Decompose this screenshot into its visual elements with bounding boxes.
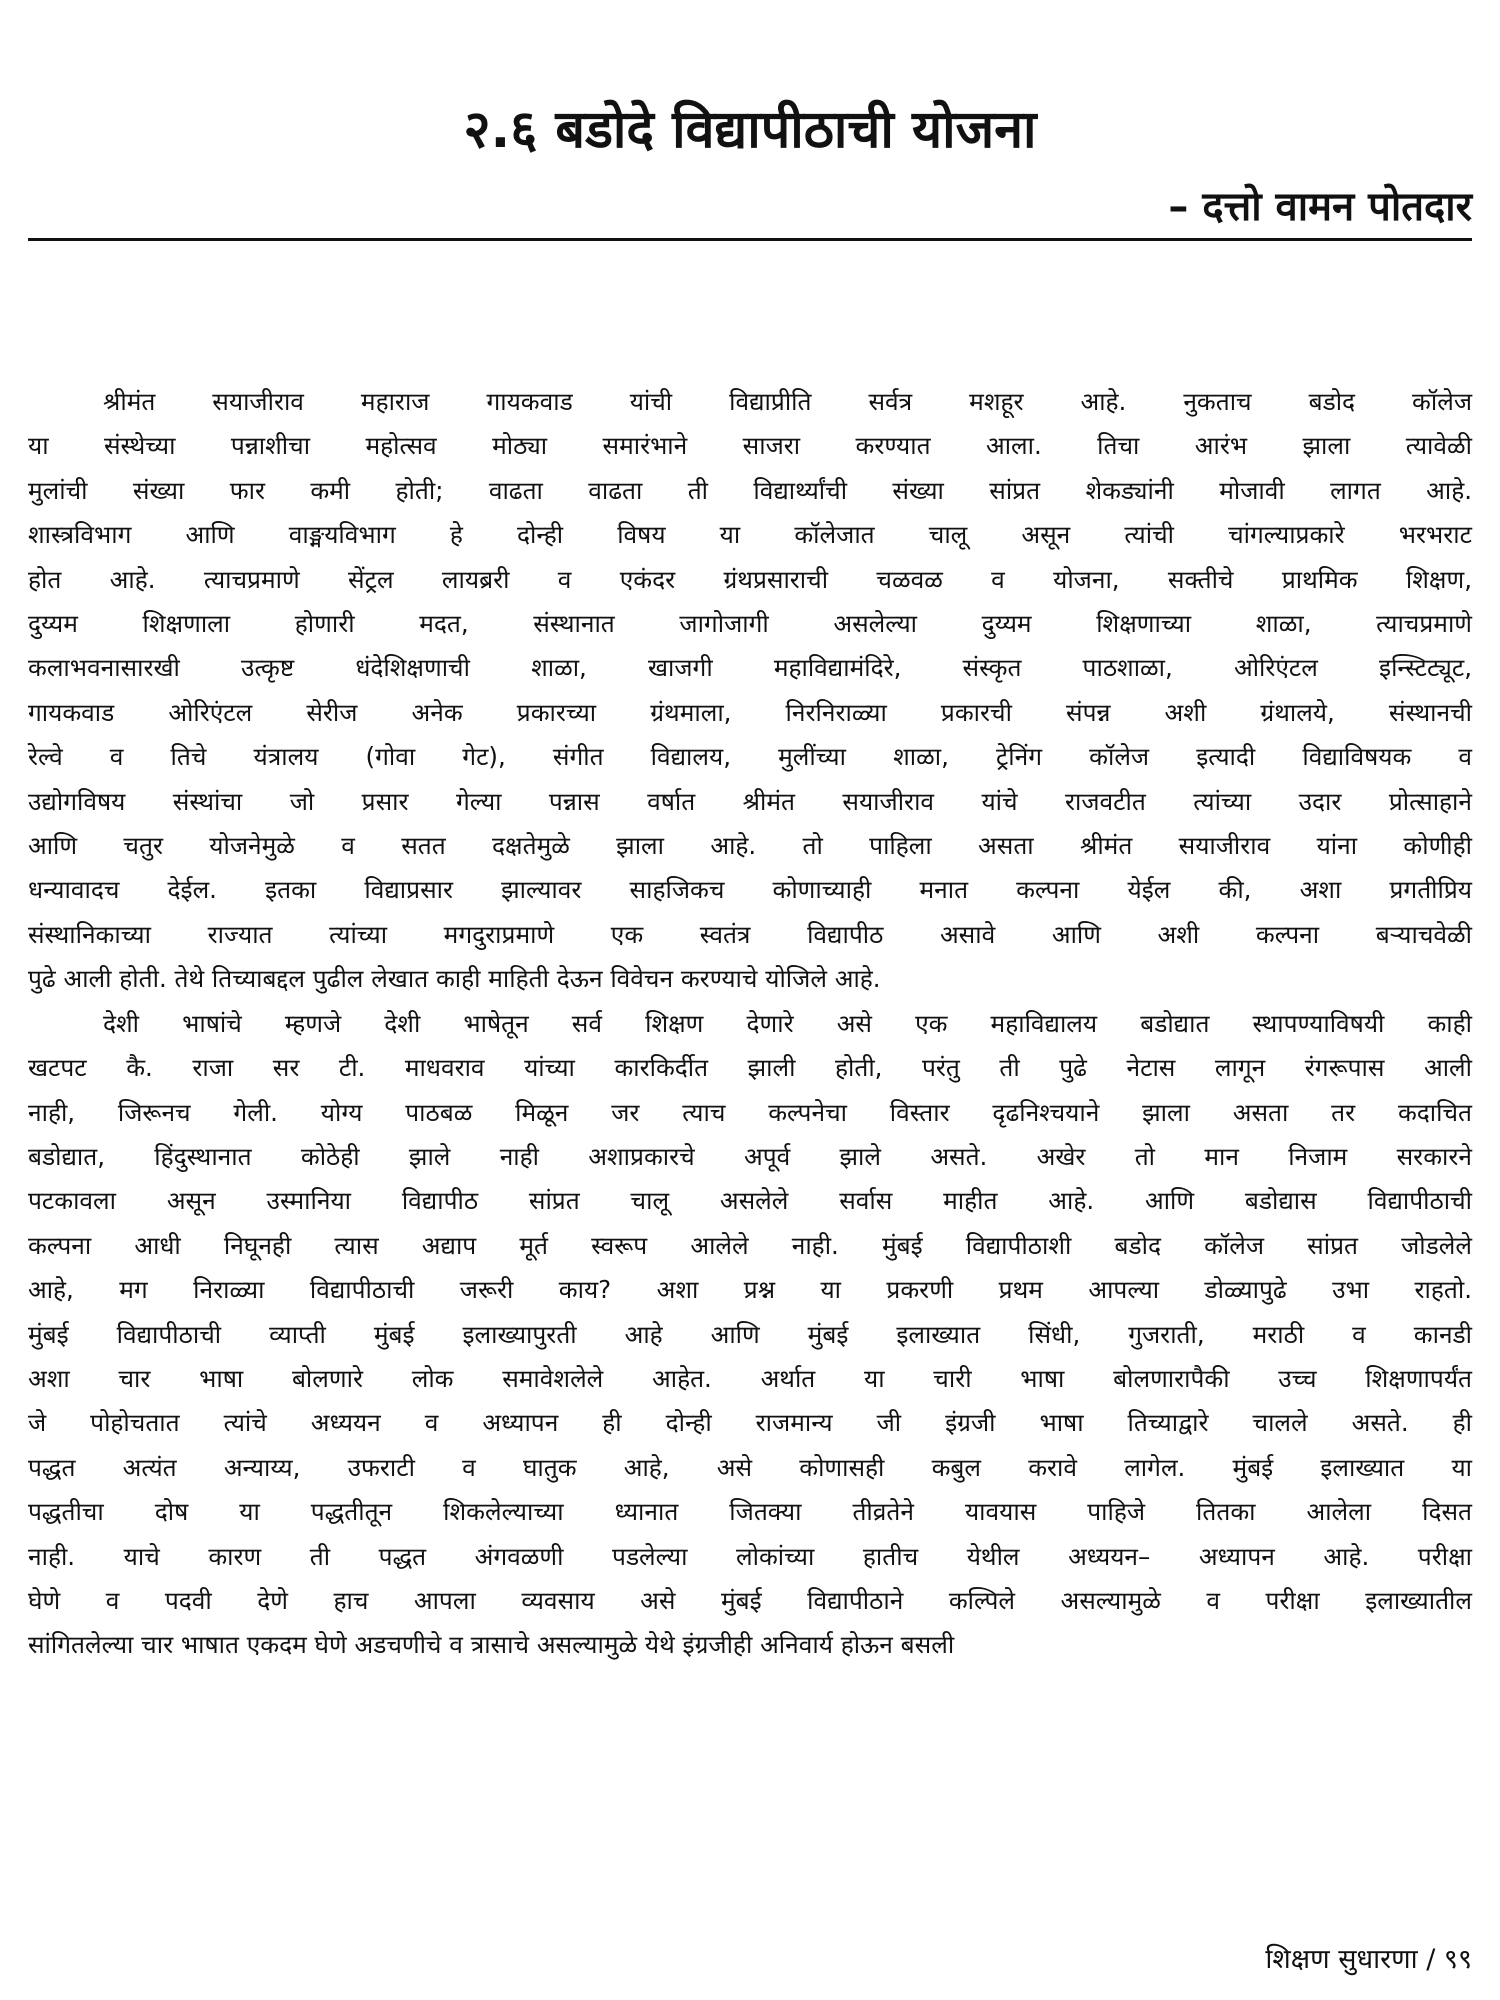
- text-line: श्रीमंत सयाजीराव महाराज गायकवाड यांची विद्याप्रीति सर्वत्र मशहूर आहे. नुकताच बडोद कॉलेज: [103, 387, 1472, 416]
- text-line: घेणे व पदवी देणे हाच आपला व्यवसाय असे मुंबई विद्यापीठाने कल्पिले असल्यामुळे व परीक्षा इलाख्यातील: [28, 1585, 1472, 1615]
- text-line: धन्यावादच देईल. इतका विद्याप्रसार झाल्यावर साहजिकच कोणाच्याही मनात कल्पना येईल की, अशा प्रगतीप्रिय: [28, 875, 1472, 905]
- text-line: कलाभवनासारखी उत्कृष्ट धंदेशिक्षणाची शाळा, खाजगी महाविद्यामंदिरे, संस्कृत पाठशाळा, ओरिएंटल इन्स्टिट्यूट,: [28, 653, 1472, 683]
- text-line: सांगितलेल्या चार भाषात एकदम घेणे अडचणीचे व त्रासाचे असल्यामुळे येथे इंग्रजीही अनिवार्य होऊन बसली: [28, 1630, 955, 1660]
- text-line: देशी भाषांचे म्हणजे देशी भाषेतून सर्व शिक्षण देणारे असे एक महाविद्यालय बडोद्यात स्थापण्याविषयी काही: [103, 1008, 1472, 1038]
- text-line: जे पोहोचतात त्यांचे अध्ययन व अध्यापन ही दोन्ही राजमान्य जी इंग्रजी भाषा तिच्याद्वारे चालले असते. ही: [28, 1408, 1472, 1438]
- text-line: होत आहे. त्याचप्रमाणे सेंट्रल लायब्ररी व एकंदर ग्रंथप्रसाराची चळवळ व योजना, सक्तीचे प्राथमिक शिक्षण,: [28, 564, 1472, 594]
- paragraph-1: [28, 380, 1472, 1002]
- author-name: – दत्तो वामन पोतदार: [1168, 184, 1472, 230]
- text-line: रेल्वे व तिचे यंत्रालय (गोवा गेट), संगीत विद्यालय, मुलींच्या शाळा, ट्रेनिंग कॉलेज इत्यादी विद्याविषयक व: [28, 742, 1472, 772]
- text-line: पद्धतीचा दोष या पद्धतीतून शिकलेल्याच्या ध्यानात जितक्या तीव्रतेने यावयास पाहिजे तितका आलेला दिसत: [28, 1497, 1472, 1527]
- text-line: नाही, जिरूनच गेली. योग्य पाठबळ मिळून जर त्याच कल्पनेचा विस्तार दृढनिश्चयाने झाला असता तर कदाचित: [28, 1097, 1472, 1127]
- text-line: दुय्यम शिक्षणाला होणारी मदत, संस्थानात जागोजागी असलेल्या दुय्यम शिक्षणाच्या शाळा, त्याचप्रमाणे: [28, 609, 1472, 639]
- text-line: खटपट कै. राजा सर टी. माधवराव यांच्या कारकिर्दीत झाली होती, परंतु ती पुढे नेटास लागून रंगरूपास आली: [28, 1053, 1472, 1083]
- article-body: [28, 380, 1472, 1668]
- text-line: मुलांची संख्या फार कमी होती; वाढता वाढता ती विद्यार्थ्यांची संख्या सांप्रत शेकड्यांनी मोजावी लागत आहे.: [28, 475, 1472, 505]
- text-line: अशा चार भाषा बोलणारे लोक समावेशलेले आहेत. अर्थात या चारी भाषा बोलणारापैकी उच्च शिक्षणापर्यंत: [28, 1363, 1472, 1393]
- text-line: शास्त्रविभाग आणि वाङ्मयविभाग हे दोन्ही विषय या कॉलेजात चालू असून त्यांची चांगल्याप्रकारे भरभराट: [28, 520, 1472, 550]
- text-line: उद्योगविषय संस्थांचा जो प्रसार गेल्या पन्नास वर्षात श्रीमंत सयाजीराव यांचे राजवटीत त्यांच्या उदार प्रोत्साहाने: [28, 786, 1472, 816]
- text-line: गायकवाड ओरिएंटल सेरीज अनेक प्रकारच्या ग्रंथमाला, निरनिराळ्या प्रकारची संपन्न अशी ग्रंथालये, संस्थानची: [28, 697, 1472, 727]
- text-line: मुंबई विद्यापीठाची व्याप्ती मुंबई इलाख्यापुरती आहे आणि मुंबई इलाख्यात सिंधी, गुजराती, मराठी व कानडी: [28, 1319, 1472, 1349]
- text-line: पद्धत अत्यंत अन्याय्य, उफराटी व घातुक आहे, असे कोणासही कबुल करावे लागेल. मुंबई इलाख्यात या: [28, 1452, 1472, 1482]
- title-divider: [28, 238, 1472, 241]
- text-line: आहे, मग निराळ्या विद्यापीठाची जरूरी काय? अशा प्रश्न या प्रकरणी प्रथम आपल्या डोळ्यापुढे उभा राहतो.: [28, 1275, 1472, 1305]
- text-line: संस्थानिकाच्या राज्यात त्यांच्या मगदुराप्रमाणे एक स्वतंत्र विद्यापीठ असावे आणि अशी कल्पना बऱ्याचवेळी: [28, 919, 1472, 949]
- text-line: आणि चतुर योजनेमुळे व सतत दक्षतेमुळे झाला आहे. तो पाहिला असता श्रीमंत सयाजीराव यांना कोणीही: [28, 831, 1472, 861]
- text-line: बडोद्यात, हिंदुस्थानात कोठेही झाले नाही अशाप्रकारचे अपूर्व झाले असते. अखेर तो मान निजाम सरकारने: [28, 1141, 1472, 1171]
- text-line: कल्पना आधी निघूनही त्यास अद्याप मूर्त स्वरूप आलेले नाही. मुंबई विद्यापीठाशी बडोद कॉलेज सांप्रत जोडलेले: [28, 1230, 1472, 1260]
- page-title: २.६ बडोदे विद्यापीठाची योजना: [463, 100, 1037, 160]
- page-footer: शिक्षण सुधारणा / ९९: [1265, 1944, 1472, 1975]
- text-line: पटकावला असून उस्मानिया विद्यापीठ सांप्रत चालू असलेले सर्वास माहीत आहे. आणि बडोद्यास विद्यापीठाची: [28, 1186, 1472, 1216]
- text-line: नाही. याचे कारण ती पद्धत अंगवळणी पडलेल्या लोकांच्या हातीच येथील अध्ययन– अध्यापन आहे. परीक्षा: [28, 1541, 1472, 1571]
- text-line: या संस्थेच्या पन्नाशीचा महोत्सव मोठ्या समारंभाने साजरा करण्यात आला. तिचा आरंभ झाला त्यावेळी: [28, 431, 1472, 461]
- paragraph-2: [28, 1002, 1472, 1668]
- text-line: पुढे आली होती. तेथे तिच्याबद्दल पुढील लेखात काही माहिती देऊन विवेचन करण्याचे योजिले आहे.: [28, 964, 881, 994]
